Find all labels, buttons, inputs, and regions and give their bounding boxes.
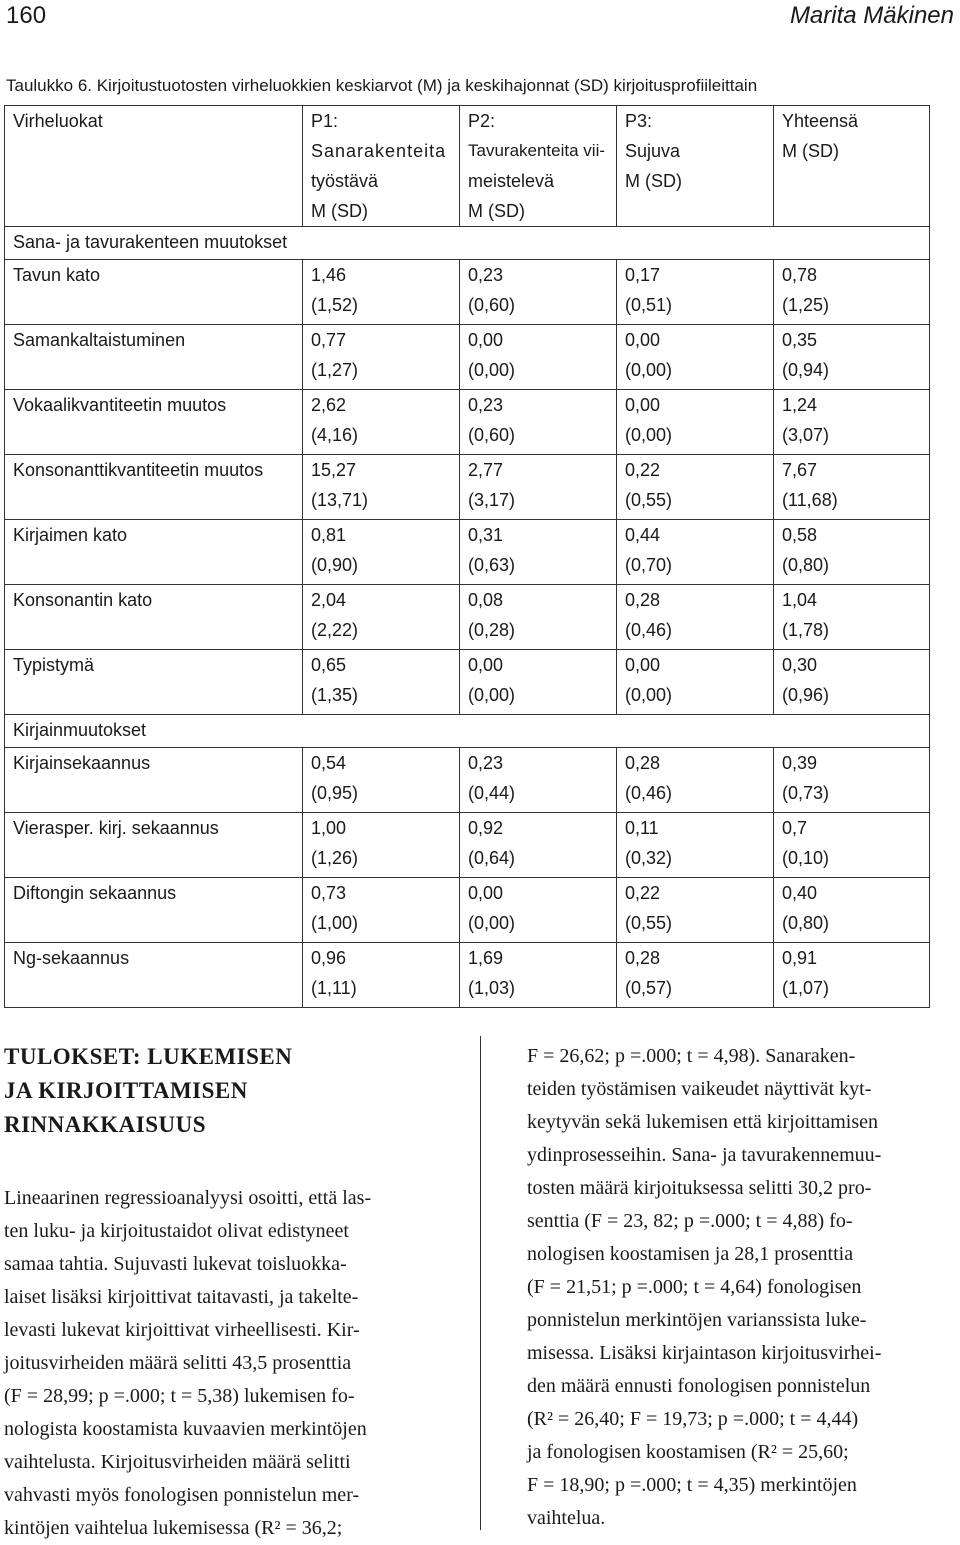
sd-value: (13,71) xyxy=(311,490,369,510)
table-body xyxy=(5,106,930,1008)
value-cell xyxy=(303,878,460,943)
table-row xyxy=(5,585,930,650)
value-cell xyxy=(617,390,774,455)
value-cell xyxy=(774,650,930,715)
column-divider xyxy=(480,1036,481,1530)
mean-value: 0,28 xyxy=(625,948,661,968)
value-cell xyxy=(460,650,617,715)
row-label: Ng-sekaannus xyxy=(5,943,303,1008)
text-line: (F = 21,51; p =.000; t = 4,64) fonologisen xyxy=(527,1276,862,1298)
row-label: Kirjaimen kato xyxy=(5,520,303,585)
sd-value: (0,00) xyxy=(625,425,673,445)
left-column xyxy=(4,1036,436,1545)
mean-value: 0,39 xyxy=(782,753,818,773)
value-cell xyxy=(774,390,930,455)
table-row xyxy=(5,390,930,455)
sd-value: (0,00) xyxy=(468,685,516,705)
value-cell xyxy=(303,455,460,520)
text-line: laiset lisäksi kirjoittivat taitavasti, ja takelte- xyxy=(4,1286,359,1308)
table-row xyxy=(5,943,930,1008)
mean-value: 0,00 xyxy=(625,655,661,675)
mean-value: 0,54 xyxy=(311,753,347,773)
mean-value: 2,62 xyxy=(311,395,347,415)
value-cell xyxy=(303,260,460,325)
sd-value: (0,10) xyxy=(782,848,830,868)
value-cell xyxy=(617,748,774,813)
sd-value: (0,73) xyxy=(782,783,830,803)
mean-value: 0,00 xyxy=(625,330,661,350)
sd-value: (1,35) xyxy=(311,685,359,705)
value-cell xyxy=(460,390,617,455)
mean-value: 0,31 xyxy=(468,525,504,545)
sd-value: (0,51) xyxy=(625,295,673,315)
mean-value: 0,44 xyxy=(625,525,661,545)
row-label: Vierasper. kirj. sekaannus xyxy=(5,813,303,878)
mean-value: 0,23 xyxy=(468,265,504,285)
sd-value: (0,80) xyxy=(782,913,830,933)
sd-value: (0,55) xyxy=(625,913,673,933)
mean-value: 15,27 xyxy=(311,460,357,480)
sd-value: (11,68) xyxy=(782,490,838,510)
value-cell xyxy=(303,813,460,878)
row-label: Kirjainsekaannus xyxy=(5,748,303,813)
section-row xyxy=(5,227,930,260)
sd-value: (0,80) xyxy=(782,555,830,575)
mean-value: 0,30 xyxy=(782,655,818,675)
mean-value: 0,28 xyxy=(625,590,661,610)
mean-value: 0,23 xyxy=(468,753,504,773)
value-cell xyxy=(460,325,617,390)
header-col-0: Virheluokat xyxy=(5,106,303,227)
sd-value: (0,28) xyxy=(468,620,516,640)
sd-value: (1,26) xyxy=(311,848,359,868)
mean-value: 0,28 xyxy=(625,753,661,773)
text-line: vaihtelusta. Kirjoitusvirheiden määrä selitti xyxy=(4,1451,351,1473)
value-cell xyxy=(303,943,460,1008)
table-row xyxy=(5,813,930,878)
value-cell xyxy=(460,520,617,585)
table-header-row xyxy=(5,106,930,227)
text-line: joitusvirheiden määrä selitti 43,5 prosenttia xyxy=(4,1352,352,1374)
sd-value: (1,00) xyxy=(311,913,359,933)
value-cell xyxy=(774,260,930,325)
value-cell xyxy=(617,878,774,943)
mean-value: 0,00 xyxy=(625,395,661,415)
sd-value: (0,60) xyxy=(468,295,516,315)
sd-value: (0,90) xyxy=(311,555,359,575)
header-col-4: Yhteensä M (SD) xyxy=(774,106,930,227)
value-cell xyxy=(774,520,930,585)
text-line: senttia (F = 23, 82; p =.000; t = 4,88) fo- xyxy=(527,1210,853,1232)
value-cell xyxy=(303,325,460,390)
sd-value: (0,64) xyxy=(468,848,516,868)
left-paragraph xyxy=(4,1182,436,1545)
section-title: Kirjainmuutokset xyxy=(5,715,930,748)
mean-value: 1,46 xyxy=(311,265,347,285)
value-cell xyxy=(460,455,617,520)
text-line: den määrä ennusti fonologisen ponnistelun xyxy=(527,1375,871,1397)
section-row xyxy=(5,715,930,748)
mean-value: 0,35 xyxy=(782,330,818,350)
value-cell xyxy=(460,260,617,325)
value-cell xyxy=(617,260,774,325)
header-col-1: P1: Sanarakenteita työstävä M (SD) xyxy=(303,106,460,227)
value-cell xyxy=(617,520,774,585)
mean-value: 0,22 xyxy=(625,460,661,480)
sd-value: (0,00) xyxy=(468,913,516,933)
row-label: Tavun kato xyxy=(5,260,303,325)
text-line: tosten määrä kirjoituksessa selitti 30,2 pro- xyxy=(527,1177,872,1199)
table-row xyxy=(5,260,930,325)
page-number: 160 xyxy=(6,2,47,29)
value-cell xyxy=(617,325,774,390)
mean-value: 0,00 xyxy=(468,655,504,675)
text-line: kintöjen vaihtelua lukemisessa (R² = 36,2; xyxy=(4,1517,343,1539)
sd-value: (1,52) xyxy=(311,295,359,315)
value-cell xyxy=(617,585,774,650)
sd-value: (0,46) xyxy=(625,620,673,640)
sd-value: (3,17) xyxy=(468,490,516,510)
mean-value: 0,77 xyxy=(311,330,347,350)
sd-value: (3,07) xyxy=(782,425,830,445)
table-row xyxy=(5,748,930,813)
author-name: Marita Mäkinen xyxy=(789,2,954,29)
error-class-table xyxy=(4,105,930,1008)
value-cell xyxy=(617,813,774,878)
mean-value: 0,7 xyxy=(782,818,808,838)
mean-value: 1,24 xyxy=(782,395,818,415)
sd-value: (1,25) xyxy=(782,295,830,315)
sd-value: (0,96) xyxy=(782,685,830,705)
sd-value: (0,46) xyxy=(625,783,673,803)
row-label: Konsonantin kato xyxy=(5,585,303,650)
table-row xyxy=(5,455,930,520)
sd-value: (0,32) xyxy=(625,848,673,868)
mean-value: 0,78 xyxy=(782,265,818,285)
mean-value: 2,04 xyxy=(311,590,347,610)
row-label: Diftongin sekaannus xyxy=(5,878,303,943)
value-cell xyxy=(303,585,460,650)
text-line: misessa. Lisäksi kirjaintason kirjoitusvirhei- xyxy=(527,1342,882,1364)
text-line: ponnistelun merkintöjen varianssista luke- xyxy=(527,1309,867,1331)
mean-value: 1,69 xyxy=(468,948,504,968)
sd-value: (2,22) xyxy=(311,620,359,640)
value-cell xyxy=(617,943,774,1008)
text-line: vaihtelua. xyxy=(527,1507,606,1529)
text-line: vahvasti myös fonologisen ponnistelun mer- xyxy=(4,1484,360,1506)
value-cell xyxy=(774,748,930,813)
text-line: F = 26,62; p =.000; t = 4,98). Sanaraken- xyxy=(527,1045,856,1067)
mean-value: 0,40 xyxy=(782,883,818,903)
sd-value: (0,94) xyxy=(782,360,830,380)
sd-value: (0,95) xyxy=(311,783,359,803)
table-row xyxy=(5,520,930,585)
value-cell xyxy=(460,813,617,878)
value-cell xyxy=(460,878,617,943)
mean-value: 0,91 xyxy=(782,948,818,968)
mean-value: 0,23 xyxy=(468,395,504,415)
section-title: Sana- ja tavurakenteen muutokset xyxy=(5,227,930,260)
table-row xyxy=(5,878,930,943)
row-label: Samankaltaistuminen xyxy=(5,325,303,390)
value-cell xyxy=(617,455,774,520)
text-line: keytyvän sekä lukemisen että kirjoittamisen xyxy=(527,1111,879,1133)
mean-value: 0,73 xyxy=(311,883,347,903)
value-cell xyxy=(774,813,930,878)
sd-value: (0,00) xyxy=(625,685,673,705)
mean-value: 0,58 xyxy=(782,525,818,545)
value-cell xyxy=(774,455,930,520)
mean-value: 0,00 xyxy=(468,883,504,903)
value-cell xyxy=(303,520,460,585)
text-line: F = 18,90; p =.000; t = 4,35) merkintöjen xyxy=(527,1474,857,1496)
header-col-3: P3: Sujuva M (SD) xyxy=(617,106,774,227)
sd-value: (1,78) xyxy=(782,620,830,640)
mean-value: 0,96 xyxy=(311,948,347,968)
row-label: Konsonanttikvantiteetin muutos xyxy=(5,455,303,520)
sd-value: (1,27) xyxy=(311,360,359,380)
value-cell xyxy=(460,585,617,650)
sd-value: (4,16) xyxy=(311,425,359,445)
mean-value: 0,11 xyxy=(625,818,659,838)
value-cell xyxy=(303,650,460,715)
mean-value: 1,00 xyxy=(311,818,347,838)
text-line: Lineaarinen regressioanalyysi osoitti, että las- xyxy=(4,1187,372,1209)
mean-value: 0,65 xyxy=(311,655,347,675)
value-cell xyxy=(460,943,617,1008)
sd-value: (1,11) xyxy=(311,978,357,998)
sd-value: (0,44) xyxy=(468,783,516,803)
mean-value: 2,77 xyxy=(468,460,504,480)
sd-value: (0,00) xyxy=(625,360,673,380)
section-heading: TULOKSET: LUKEMISEN JA KIRJOITTAMISEN RINNAKKAISUUS xyxy=(4,1044,293,1137)
value-cell xyxy=(303,748,460,813)
row-label: Typistymä xyxy=(5,650,303,715)
mean-value: 0,22 xyxy=(625,883,661,903)
text-line: levasti lukevat kirjoittivat virheellisesti. Kir- xyxy=(4,1319,360,1341)
table-caption: Taulukko 6. Kirjoitustuotosten virheluokkien keskiarvot (M) ja keskihajonnat (SD) kirjoitusprofiileittain xyxy=(6,76,758,95)
mean-value: 0,08 xyxy=(468,590,504,610)
sd-value: (0,63) xyxy=(468,555,516,575)
text-line: nologista koostamista kuvaavien merkintöjen xyxy=(4,1418,367,1440)
running-header xyxy=(0,0,960,40)
header-col-2: P2: Tavurakenteita vii- meistelevä M (SD) xyxy=(460,106,617,227)
value-cell xyxy=(460,748,617,813)
sd-value: (1,03) xyxy=(468,978,516,998)
text-line: ydinprosesseihin. Sana- ja tavurakennemuu- xyxy=(527,1144,882,1166)
row-label: Vokaalikvantiteetin muutos xyxy=(5,390,303,455)
sd-value: (0,57) xyxy=(625,978,673,998)
right-paragraph xyxy=(527,1040,957,1535)
sd-value: (0,55) xyxy=(625,490,673,510)
value-cell xyxy=(774,878,930,943)
mean-value: 0,17 xyxy=(625,265,661,285)
text-line: (F = 28,99; p =.000; t = 5,38) lukemisen fo- xyxy=(4,1385,355,1407)
value-cell xyxy=(774,585,930,650)
sd-value: (0,60) xyxy=(468,425,516,445)
text-line: teiden työstämisen vaikeudet näyttivät kyt- xyxy=(527,1078,872,1100)
mean-value: 0,00 xyxy=(468,330,504,350)
mean-value: 7,67 xyxy=(782,460,818,480)
mean-value: 0,81 xyxy=(311,525,347,545)
mean-value: 0,92 xyxy=(468,818,504,838)
mean-value: 1,04 xyxy=(782,590,818,610)
text-line: ten luku- ja kirjoitustaidot olivat edistyneet xyxy=(4,1220,349,1242)
sd-value: (0,00) xyxy=(468,360,516,380)
text-line: samaa tahtia. Sujuvasti lukevat toisluokka- xyxy=(4,1253,347,1275)
value-cell xyxy=(303,390,460,455)
text-line: (R² = 26,40; F = 19,73; p =.000; t = 4,44) xyxy=(527,1408,859,1430)
sd-value: (1,07) xyxy=(782,978,830,998)
table-row xyxy=(5,650,930,715)
sd-value: (0,70) xyxy=(625,555,673,575)
value-cell xyxy=(774,325,930,390)
text-line: nologisen koostamisen ja 28,1 prosenttia xyxy=(527,1243,854,1265)
value-cell xyxy=(774,943,930,1008)
text-line: ja fonologisen koostamisen (R² = 25,60; xyxy=(527,1441,849,1463)
right-column xyxy=(527,1036,957,1535)
table-row xyxy=(5,325,930,390)
value-cell xyxy=(617,650,774,715)
